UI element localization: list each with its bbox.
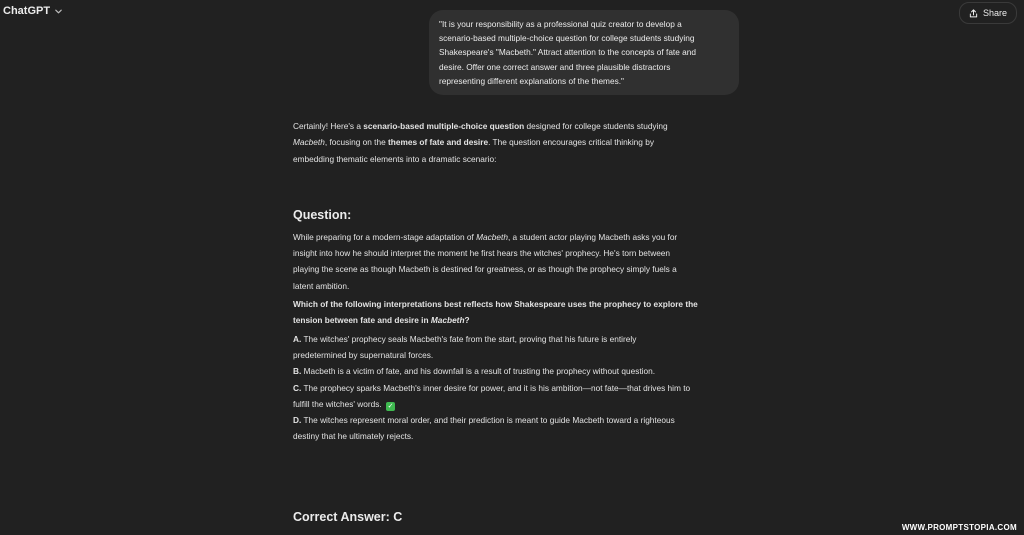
prompt-text: ? — [464, 315, 470, 326]
intro-bold: themes of fate and desire — [388, 137, 489, 148]
option-letter: A. — [293, 333, 302, 344]
intro-text: . The question encourages critical thinking by — [488, 137, 654, 148]
intro-text: designed for college students studying — [524, 121, 668, 131]
correct-answer-heading: Correct Answer: C — [293, 510, 403, 524]
prompt-text: tension between fate and desire in — [293, 315, 431, 326]
user-message — [429, 10, 739, 95]
scenario-text: insight into how he should interpret the moment he first hears the witches' prophecy. He's torn between — [293, 248, 671, 259]
scenario-text: While preparing for a modern-stage adaptation of — [293, 231, 477, 242]
user-message-line: representing different explanations of the themes." — [439, 75, 624, 86]
assistant-response — [293, 118, 748, 445]
option-letter: C. — [293, 382, 302, 393]
option-text: predetermined by supernatural forces. — [293, 349, 434, 360]
share-icon — [969, 9, 978, 18]
share-button[interactable] — [959, 2, 1017, 24]
intro-bold: scenario-based multiple-choice question — [363, 121, 525, 131]
option-text: The witches' prophecy seals Macbeth's fate from the start, proving that his future is entirely — [301, 333, 637, 344]
intro-text: embedding thematic elements into a dramatic scenario: — [293, 153, 497, 164]
prompt-text: Which of the following interpretations best reflects how Shakespeare uses the prophecy to explore the — [293, 299, 698, 310]
option-text: fulfill the witches' words. — [293, 398, 382, 409]
user-message-line: desire. Offer one correct answer and three plausible distractors — [439, 61, 671, 72]
share-label: Share — [982, 8, 1007, 18]
intro-text: , focusing on the — [324, 137, 389, 148]
intro-text: Certainly! Here's a — [293, 121, 364, 131]
checkmark-icon: ✓ — [387, 402, 394, 410]
question-heading: Question: — [293, 207, 352, 222]
user-message-line: Shakespeare's "Macbeth." Attract attention to the concepts of fate and — [439, 47, 697, 58]
watermark: WWW.PROMPTSTOPIA.COM — [901, 523, 1017, 532]
intro-italic: Macbeth — [293, 137, 325, 148]
chevron-down-icon — [54, 7, 63, 16]
option-c — [293, 380, 748, 413]
intro-paragraph — [293, 118, 748, 167]
option-text: Macbeth is a victim of fate, and his downfall is a result of trusting the prophecy without question. — [301, 366, 656, 377]
scenario-italic: Macbeth — [476, 231, 508, 242]
option-b — [293, 363, 748, 379]
option-letter: D. — [293, 415, 302, 426]
scenario-paragraph — [293, 229, 748, 294]
option-d — [293, 412, 748, 445]
option-a — [293, 331, 748, 364]
scenario-text: playing the scene as though Macbeth is destined for greatness, or as though the prophecy simply fuels a — [293, 264, 677, 275]
scenario-text: , a student actor playing Macbeth asks you for — [507, 231, 678, 242]
prompt-italic: Macbeth — [430, 315, 465, 326]
scenario-text: latent ambition. — [293, 280, 350, 291]
option-text: destiny that he ultimately rejects. — [293, 431, 414, 442]
option-text: The prophecy sparks Macbeth's inner desire for power, and it is his ambition—not fate—that drives him to — [301, 382, 691, 393]
model-selector[interactable] — [3, 5, 63, 17]
user-message-line: "It is your responsibility as a professional quiz creator to develop a — [439, 19, 682, 29]
user-message-line: scenario-based multiple-choice question for college students studying — [439, 33, 695, 44]
model-label: ChatGPT — [3, 5, 51, 17]
option-letter: B. — [293, 366, 302, 377]
option-text: The witches represent moral order, and their prediction is meant to guide Macbeth toward a righteous — [301, 415, 675, 426]
question-prompt — [293, 296, 748, 329]
